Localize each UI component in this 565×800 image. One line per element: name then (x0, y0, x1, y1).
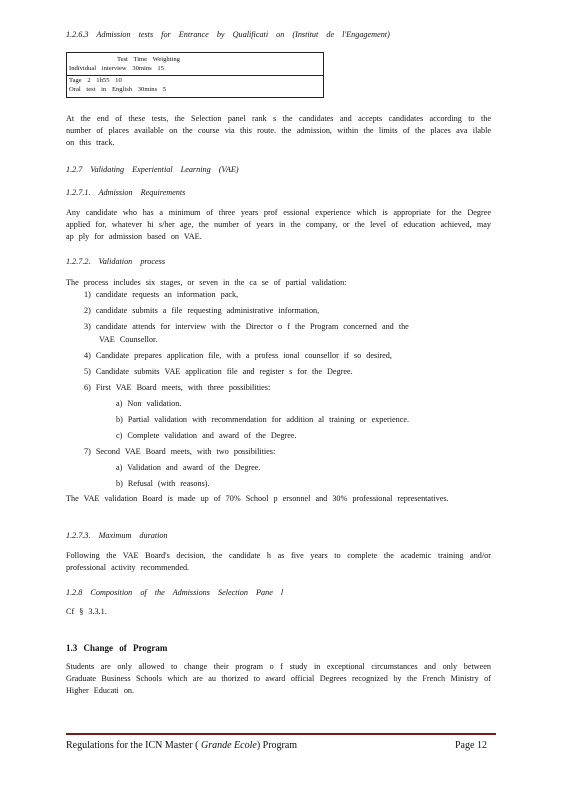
section-heading-1-2-7: 1.2.7 Validating Experiential Learning (VAE) (66, 165, 239, 174)
list-item: b) Refusal (with reasons). (116, 479, 210, 488)
list-item: 5) Candidate submits VAE application file and register s for the Degree. (84, 367, 353, 376)
paragraph-vae-board: The VAE validation Board is made up of 70% School p ersonnel and 30% professional representatives. (66, 494, 449, 503)
section-heading-1-2-7-2: 1.2.7.2. Validation process (66, 257, 166, 266)
footer-title-part: ) Program (256, 740, 298, 751)
page-number: Page 12 (455, 740, 487, 751)
footer-divider (66, 733, 496, 735)
footer-title-italic: Grande Ecole (200, 740, 257, 751)
list-item: 1) candidate requests an information pack, (84, 290, 239, 299)
admission-tests-table (66, 52, 324, 98)
paragraph-cross-reference: Cf § 3.3.1. (66, 607, 107, 616)
document-page (66, 0, 496, 800)
list-item: 4) Candidate prepares application file, with a profess ional counsellor if so desired, (84, 351, 392, 360)
table-row: Tage 2 1h55 10 (69, 77, 122, 84)
list-item: c) Complete validation and award of the Degree. (116, 431, 297, 440)
table-row: Oral test in English 30mins 5 (69, 86, 167, 93)
footer-title-part: Regulations for the ICN Master ( (66, 740, 201, 751)
footer-title (66, 740, 297, 751)
list-item: a) Non validation. (116, 399, 182, 408)
section-heading-1-2-6-3: 1.2.6.3 Admission tests for Entrance by Qualificati on (Institut de l'Engagement) (66, 30, 390, 39)
paragraph-admission-requirements: Any candidate who has a minimum of three years prof essional experience which is appropriate for the Degree applied for, whatever hi s/her age, the number of years in the company, or the level of education achieved, may ap ply for admission based on VAE. (66, 208, 491, 241)
paragraph-maximum-duration: Following the VAE Board's decision, the candidate h as five years to complete the academic training and/or professional activity recommended. (66, 551, 491, 572)
list-item: a) Validation and award of the Degree. (116, 463, 261, 472)
section-heading-1-3: 1.3 Change of Program (66, 643, 168, 653)
list-item: 7) Second VAE Board meets, with two possibilities: (84, 447, 276, 456)
table-row: Individual interview 30mins 15 (69, 65, 164, 72)
list-item: 3) candidate attends for interview with the Director o f the Program concerned and the (84, 322, 409, 331)
list-item: b) Partial validation with recommendation for addition al training or experience. (116, 415, 410, 424)
section-heading-1-2-7-3: 1.2.7.3. Maximum duration (66, 531, 168, 540)
table-divider (67, 75, 323, 76)
list-item: 6) First VAE Board meets, with three possibilities: (84, 383, 271, 392)
list-item: 2) candidate submits a file requesting administrative information, (84, 306, 320, 315)
table-header: Test Time Weighting (117, 56, 180, 63)
section-heading-1-2-8: 1.2.8 Composition of the Admissions Selection Pane l (66, 588, 284, 597)
section-heading-1-2-7-1: 1.2.7.1. Admission Requirements (66, 188, 186, 197)
paragraph-change-of-program: Students are only allowed to change their program o f study in exceptional circumstances and only between Graduate Business Schools which are au thorized to award official Degrees recognized by the French Ministry of Higher Educati on. (66, 662, 491, 695)
paragraph-selection-panel: At the end of these tests, the Selection panel rank s the candidates and accepts candidates according to the number of places available on the course via this route. the admission, within the limits of the places ava ilable on this track. (66, 114, 491, 147)
paragraph-process-intro: The process includes six stages, or seven in the ca se of partial validation: (66, 278, 347, 287)
list-item: VAE Counsellor. (99, 335, 158, 344)
